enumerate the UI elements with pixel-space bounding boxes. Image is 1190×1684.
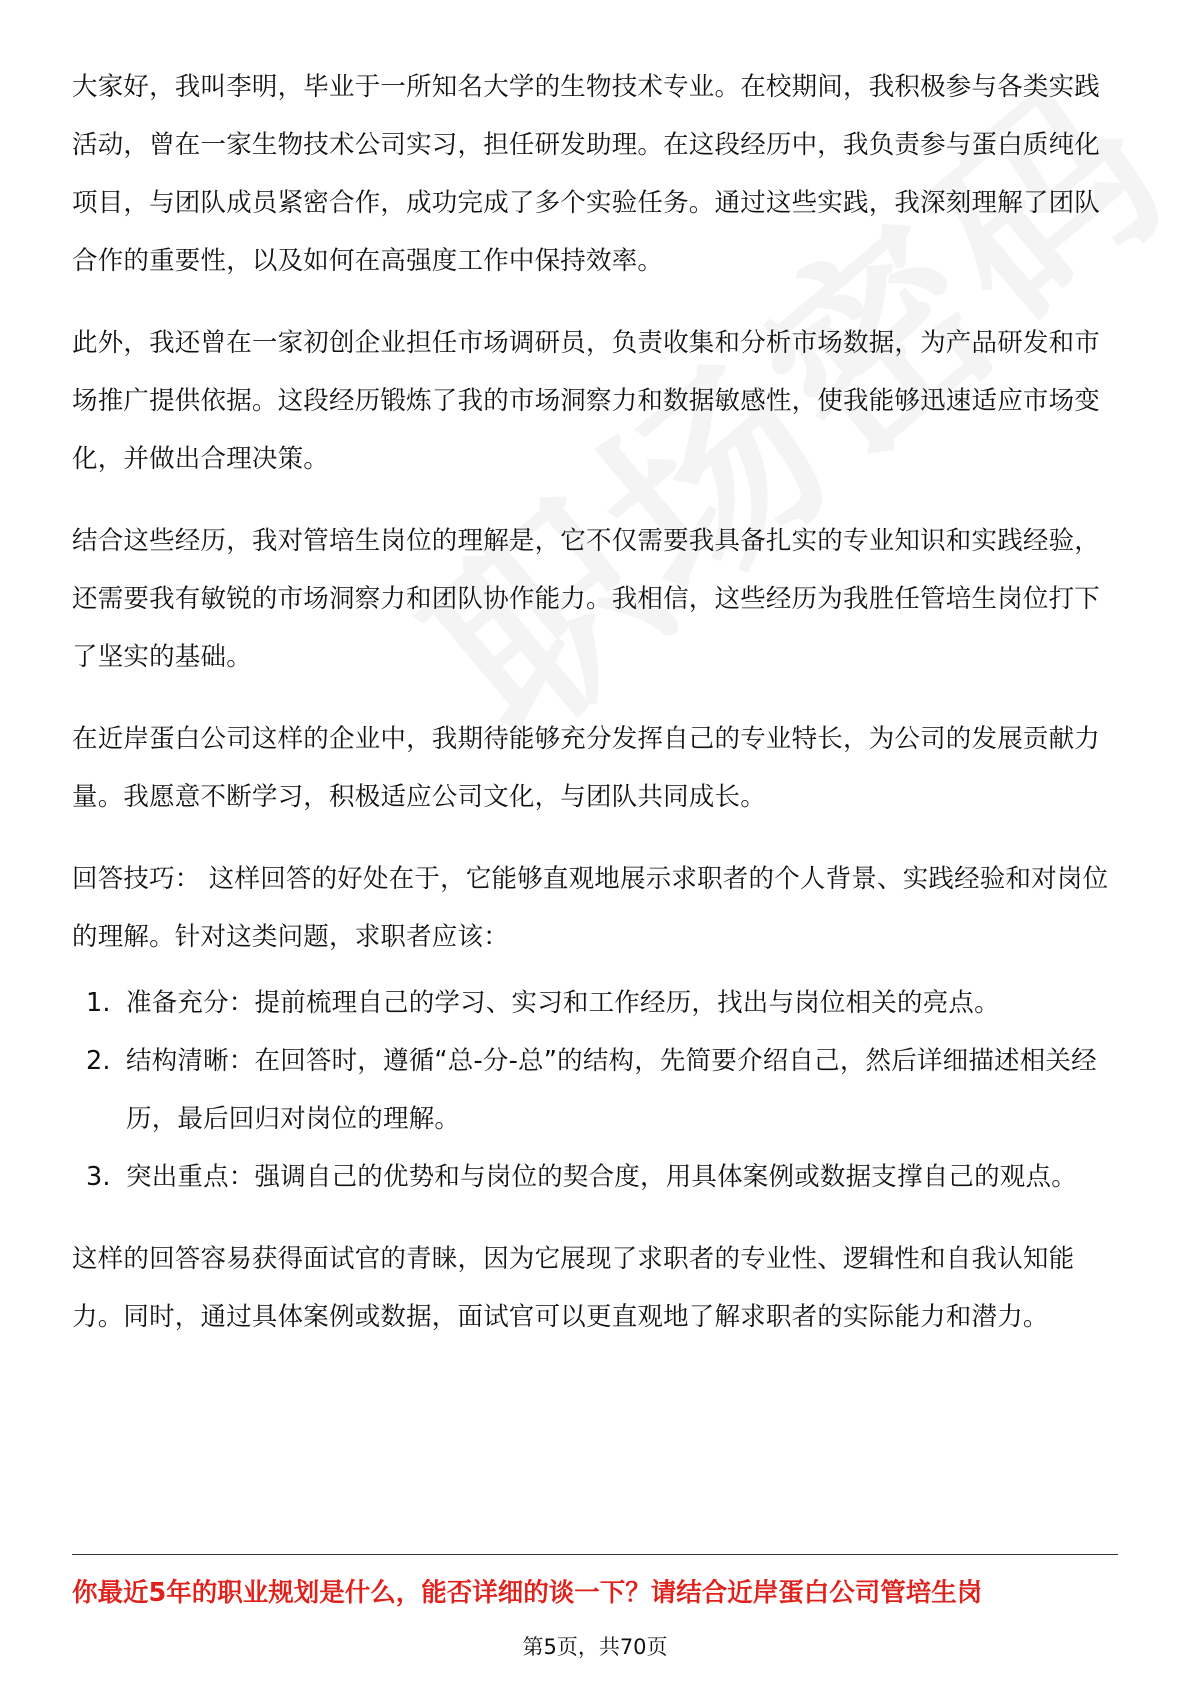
section-divider <box>72 1554 1118 1555</box>
list-number: 3. <box>86 1162 111 1192</box>
tips-list <box>72 974 1118 1206</box>
paragraph-intro: 大家好，我叫李明，毕业于一所知名大学的生物技术专业。在校期间，我积极参与各类实践活动，曾在一家生物技术公司实习，担任研发助理。在这段经历中，我负责参与蛋白质纯化项目，与团队成员紧密合作，成功完成了多个实验任务。通过这些实践，我深刻理解了团队合作的重要性，以及如何在高强度工作中保持效率。 <box>72 72 1101 276</box>
paragraph-role-understanding: 结合这些经历，我对管培生岗位的理解是，它不仅需要我具备扎实的专业知识和实践经验，还需要我有敏锐的市场洞察力和团队协作能力。我相信，这些经历为我胜任管培生岗位打下了坚实的基础。 <box>72 526 1101 672</box>
list-number: 2. <box>86 1046 111 1076</box>
list-item-text: 突出重点：强调自己的优势和与岗位的契合度，用具体案例或数据支撑自己的观点。 <box>126 1162 1077 1192</box>
list-item <box>72 1148 1118 1206</box>
paragraph-answer-tips: 回答技巧： 这样回答的好处在于，它能够直观地展示求职者的个人背景、实践经验和对岗位的理解。针对这类问题，求职者应该： <box>72 864 1109 952</box>
paragraph-company-expectation: 在近岸蛋白公司这样的企业中，我期待能够充分发挥自己的专业特长，为公司的发展贡献力量。我愿意不断学习，积极适应公司文化，与团队共同成长。 <box>72 724 1101 812</box>
next-question-heading: 你最近5年的职业规划是什么，能否详细的谈一下？请结合近岸蛋白公司管培生岗 <box>72 1578 983 1608</box>
list-item-text: 结构清晰：在回答时，遵循“总-分-总”的结构，先简要介绍自己，然后详细描述相关经历，最后回归对岗位的理解。 <box>126 1046 1097 1134</box>
paragraph-market-experience: 此外，我还曾在一家初创企业担任市场调研员，负责收集和分析市场数据，为产品研发和市场推广提供依据。这段经历锻炼了我的市场洞察力和数据敏感性，使我能够迅速适应市场变化，并做出合理决策。 <box>72 328 1101 474</box>
paragraph-closing: 这样的回答容易获得面试官的青睐，因为它展现了求职者的专业性、逻辑性和自我认知能力。同时，通过具体案例或数据，面试官可以更直观地了解求职者的实际能力和潜力。 <box>72 1244 1075 1332</box>
list-item-text: 准备充分：提前梳理自己的学习、实习和工作经历，找出与岗位相关的亮点。 <box>126 988 1000 1018</box>
document-body <box>72 58 1118 1346</box>
list-number: 1. <box>86 988 111 1018</box>
list-item <box>72 974 1118 1032</box>
page-number: 第5页，共70页 <box>522 1635 668 1659</box>
list-item <box>72 1032 1118 1148</box>
